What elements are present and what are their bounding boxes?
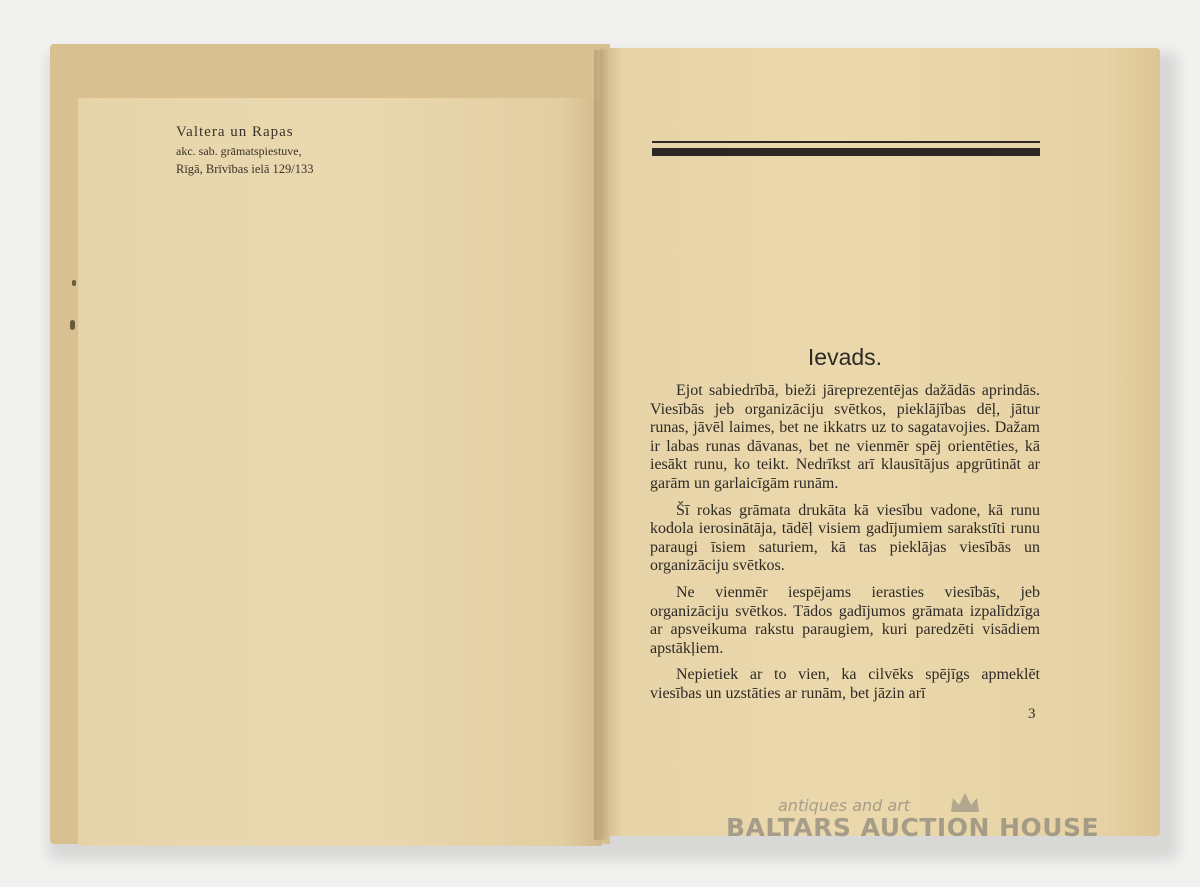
left-page bbox=[78, 98, 602, 846]
page-number: 3 bbox=[1028, 706, 1036, 722]
imprint-line: akc. sab. grāmatspiestuve, bbox=[176, 144, 302, 158]
crown-icon bbox=[948, 790, 982, 816]
imprint-line: Rīgā, Brīvības ielā 129/133 bbox=[176, 162, 314, 176]
imprint-line: Valtera un Rapas bbox=[176, 124, 294, 140]
header-rule-thin bbox=[652, 141, 1040, 143]
paragraph: Ne vienmēr iespējams ierasties viesībās, jeb organizāciju svētkos. Tādos gadījumos grāmata izpalīdzīga ar apsveikuma rakstu paraugiem, kuri paredzēti visādiem apstākļiem. bbox=[650, 583, 1040, 657]
watermark-name: BALTARS AUCTION HOUSE bbox=[726, 813, 1100, 842]
printer-imprint bbox=[176, 124, 356, 177]
paragraph: Nepietiek ar to vien, ka cilvēks spējīgs apmeklēt viesības un uzstāties ar runām, bet jāzin arī bbox=[650, 666, 1040, 702]
paragraph: Ejot sabiedrībā, bieži jāreprezentējas dažādās aprindās. Viesībās jeb organizāciju svētkos, pieklājības dēļ, jātur runas, jāvēl laimes, bet ne ikkatrs uz to sagatavojies. Dažam ir labas runas dāvanas, bet ne vienmēr spēj orientēties, kā iesākt runu, ko teikt. Nedrīkst arī klausītājus apgrūtināt ar garām un garlaicīgām runām. bbox=[650, 382, 1040, 492]
book-gutter bbox=[594, 50, 608, 840]
watermark-tagline: antiques and art bbox=[778, 796, 911, 815]
body-text bbox=[650, 382, 1040, 712]
paragraph: Šī rokas grāmata drukāta kā viesību vadone, kā runu kodola ierosinātāja, tādēļ visiem gadījumiem sarakstīti runu paraugi īsiem saturiem, kā tas pieklājas viesībās un organizāciju svētkos. bbox=[650, 501, 1040, 575]
header-rule-thick bbox=[652, 148, 1040, 156]
edge-mark bbox=[70, 320, 75, 330]
watermark bbox=[726, 796, 1126, 842]
chapter-title: Ievads. bbox=[807, 344, 883, 370]
edge-mark bbox=[72, 280, 76, 286]
